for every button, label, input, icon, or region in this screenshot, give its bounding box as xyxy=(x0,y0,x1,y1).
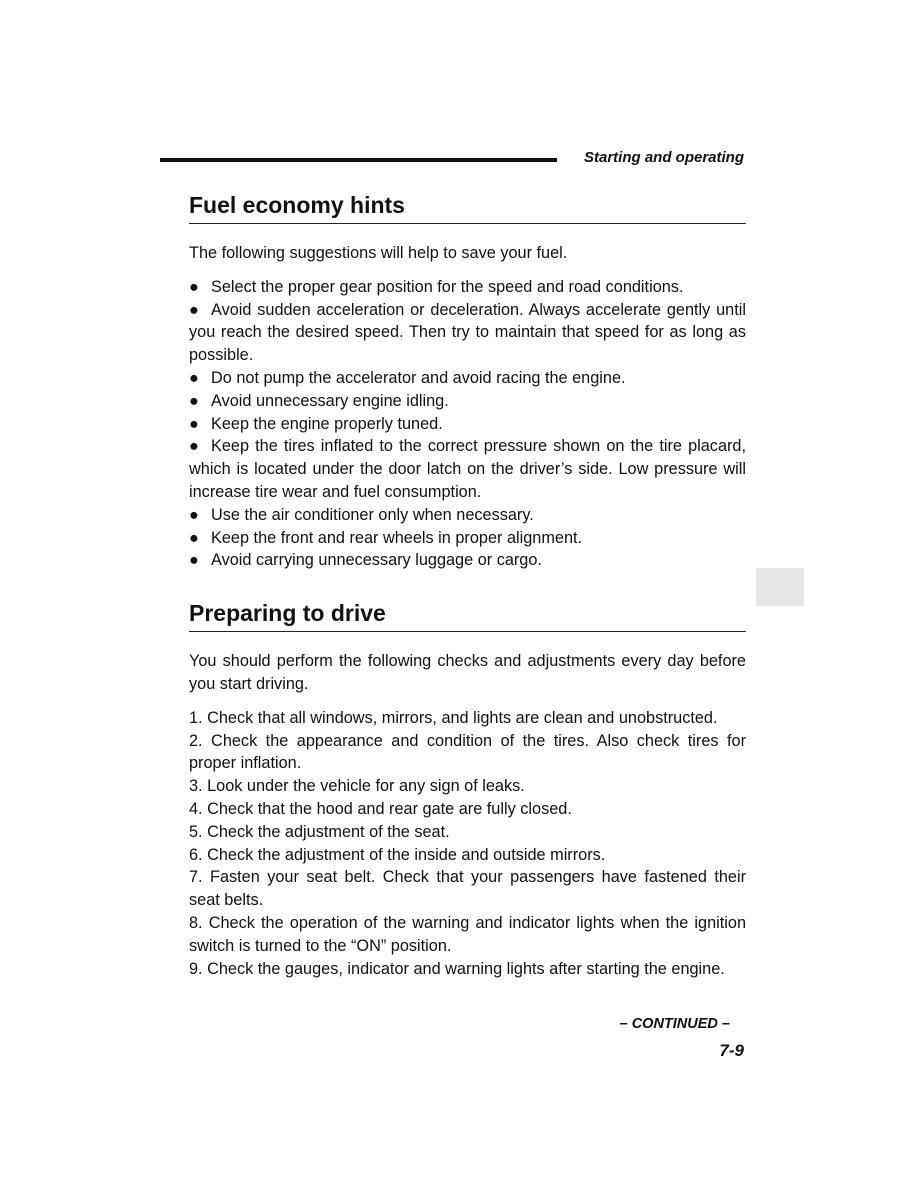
section-title-fuel-economy: Fuel economy hints xyxy=(189,190,746,224)
list-item: 2. Check the appearance and condition of the tires. Also check tires for proper inflation. xyxy=(189,731,746,773)
bullet-icon: ● xyxy=(189,551,199,570)
list-item: ● Keep the front and rear wheels in proper alignment. xyxy=(189,527,746,550)
list-item: ● Avoid unnecessary engine idling. xyxy=(189,390,746,413)
list-item: 5. Check the adjustment of the seat. xyxy=(189,822,450,841)
bullet-icon: ● xyxy=(189,368,199,387)
section-title-preparing-to-drive: Preparing to drive xyxy=(189,598,746,632)
running-header: Starting and operating xyxy=(583,149,744,166)
section-intro: You should perform the following checks and adjustments every day before you start driving. xyxy=(189,652,746,693)
bullet-icon: ● xyxy=(189,300,199,319)
list-item: ● Avoid carrying unnecessary luggage or cargo. xyxy=(189,549,746,572)
bullet-icon: ● xyxy=(189,277,199,296)
numbered-list xyxy=(189,707,746,981)
list-item: ● Keep the tires inflated to the correct pressure shown on the tire placard, which is located under the door latch on the driver’s side. Low pressure will increase tire wear and fuel consumption. xyxy=(189,437,746,501)
list-item: 3. Look under the vehicle for any sign of leaks. xyxy=(189,777,525,796)
bullet-icon: ● xyxy=(189,391,199,410)
list-item: 1. Check that all windows, mirrors, and lights are clean and unobstructed. xyxy=(189,708,718,727)
list-item: 7. Fasten your seat belt. Check that your passengers have fastened their seat belts. xyxy=(189,868,746,910)
list-item: 6. Check the adjustment of the inside and outside mirrors. xyxy=(189,845,606,864)
chapter-tab xyxy=(756,568,804,606)
list-item: ● Select the proper gear position for the speed and road conditions. xyxy=(189,276,746,299)
bullet-icon: ● xyxy=(189,505,199,524)
list-item: 4. Check that the hood and rear gate are fully closed. xyxy=(189,799,572,818)
bullet-icon: ● xyxy=(189,414,199,433)
list-item: ● Avoid sudden acceleration or deceleration. Always accelerate gently until you reach the desired speed. Then try to maintain that speed for as long as possible. xyxy=(189,300,746,365)
list-item: ● Do not pump the accelerator and avoid racing the engine. xyxy=(189,367,746,390)
bullet-icon: ● xyxy=(189,528,199,547)
bullet-icon: ● xyxy=(189,437,199,456)
continued-label: – CONTINUED – xyxy=(619,1016,730,1032)
list-item: 8. Check the operation of the warning and indicator lights when the ignition switch is turned to the “ON” position. xyxy=(189,913,746,955)
header-rule xyxy=(160,158,557,162)
list-item: ● Use the air conditioner only when necessary. xyxy=(189,504,746,527)
list-item: ● Keep the engine properly tuned. xyxy=(189,413,746,436)
list-item: 9. Check the gauges, indicator and warning lights after starting the engine. xyxy=(189,959,725,978)
bullet-list xyxy=(189,276,746,572)
section-intro: The following suggestions will help to save your fuel. xyxy=(189,244,568,262)
page-content xyxy=(189,190,746,980)
page-number: 7-9 xyxy=(719,1041,744,1060)
